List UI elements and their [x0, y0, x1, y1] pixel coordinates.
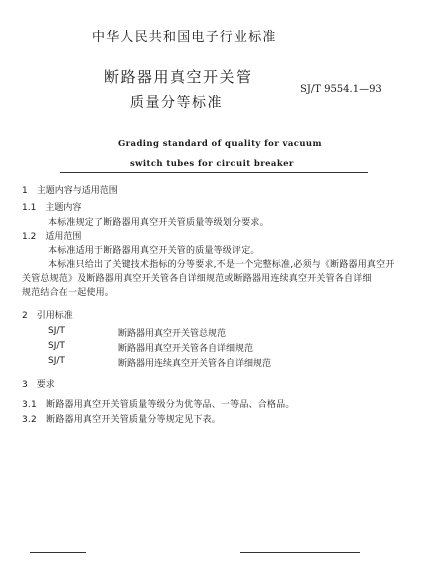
- english-title-line-1: Grading standard of quality for vacuum: [118, 139, 322, 149]
- standard-number: SJ/T 9554.1—93: [300, 84, 382, 95]
- section-1-2-heading: 1.2 适用范围: [22, 232, 82, 242]
- section-3-1: 3.1 断路器用真空开关管质量等级分为优等品、一等品、合格品。: [22, 400, 295, 410]
- issuing-authority-header: 中华人民共和国电子行业标准: [92, 30, 277, 45]
- section-2-heading: 2 引用标准: [22, 311, 73, 321]
- ref-1-title: 断路器用真空开关管总规范: [118, 329, 227, 339]
- header-separator-rule: [60, 172, 368, 173]
- section-1-1-heading: 1.1 主题内容: [22, 203, 82, 213]
- ref-2-title: 断路器用真空开关管各自详细规范: [118, 344, 254, 354]
- section-3-2: 3.2 断路器用真空开关管质量分等规定见下表。: [22, 415, 221, 425]
- ref-2-code: SJ/T: [48, 341, 65, 351]
- footer-rule: [30, 552, 86, 553]
- section-1-2-line-1: 本标准适用于断路器用真空开关管的质量等级评定。: [48, 246, 260, 256]
- ref-3-code: SJ/T: [48, 356, 65, 366]
- ref-1-code: SJ/T: [48, 326, 65, 336]
- english-title-line-2: switch tubes for circuit breaker: [130, 159, 294, 169]
- section-3-heading: 3 要求: [22, 380, 55, 390]
- section-1-2-line-4: 规范结合在一起使用。: [22, 288, 115, 298]
- section-1-1-body: 本标准规定了断路器用真空开关管质量等级划分要求。: [48, 218, 269, 228]
- ref-3-title: 断路器用连续真空开关管各自详细规范: [118, 359, 272, 369]
- section-1-heading: 1 主题内容与适用范围: [22, 186, 118, 196]
- section-1-2-line-3: 关管总规范》及断路器用真空开关管各自详细规范或断路器用连续真空开关管各自详细: [22, 274, 372, 284]
- document-title-line-1: 断路器用真空开关管: [104, 68, 253, 86]
- document-title-line-2: 质量分等标准: [130, 95, 223, 111]
- footer-rule-2: [240, 552, 360, 553]
- section-1-2-line-2: 本标准只给出了关键技术指标的分等要求,不是一个完整标准,必须与《断路器用真空开: [48, 260, 395, 270]
